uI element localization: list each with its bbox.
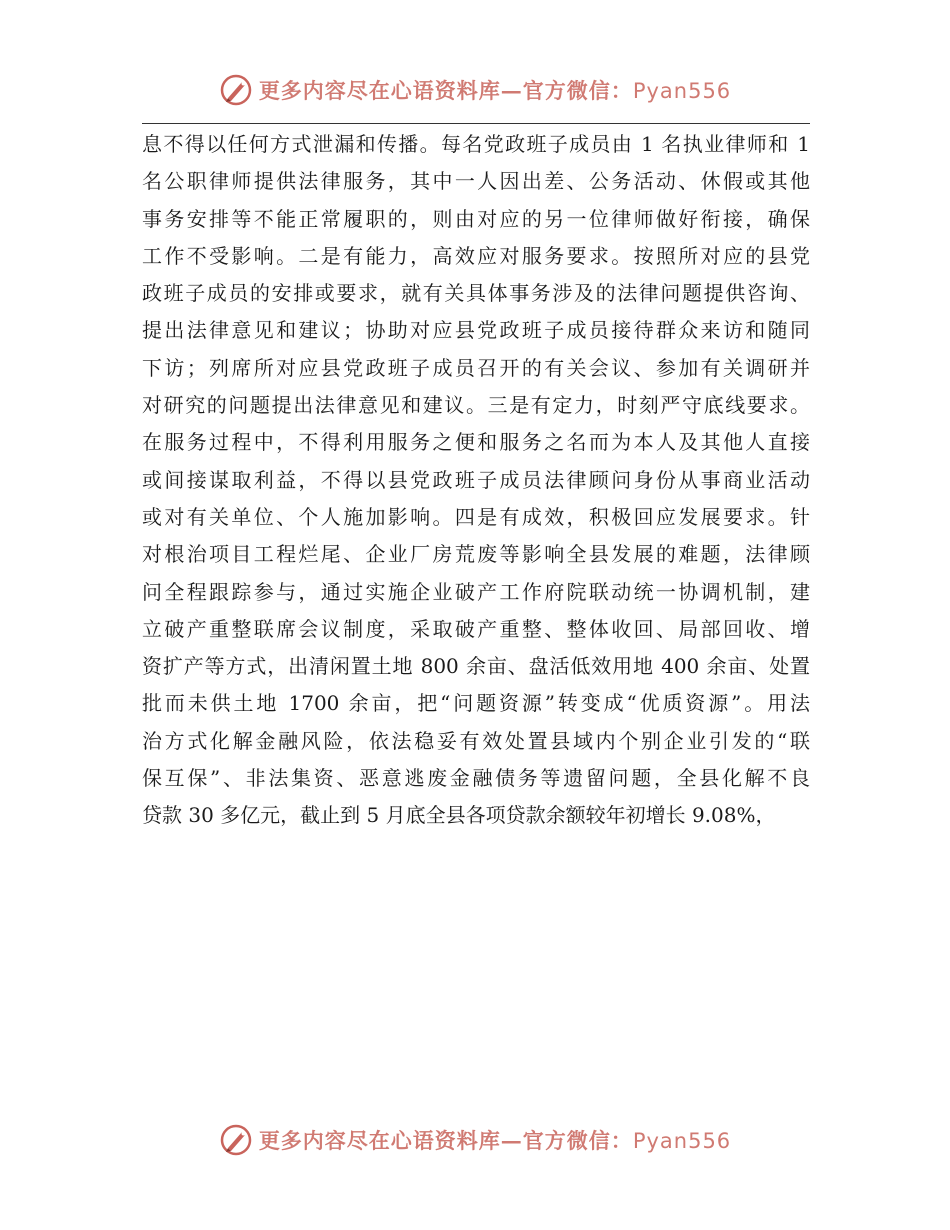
footer-banner-text: [259, 1125, 731, 1155]
document-body: [142, 126, 810, 835]
header-banner-text: [259, 75, 731, 105]
body-line: 事务安排等不能正常履职的，则由对应的另一位律师做好衔接，确保: [142, 206, 810, 231]
header-rule: [142, 123, 810, 124]
body-line: 提出法律意见和建议；协助对应县党政班子成员接待群众来访和随同: [142, 318, 810, 343]
body-line: 工作不受影响。二是有能力，高效应对服务要求。按照所对应的县党: [142, 243, 810, 268]
body-line: 批而未供土地 1700 余亩，把“问题资源”转变成“优质资源”。用法: [142, 691, 810, 716]
header-brand: 更多内容尽在心语资料库—官方微信：: [258, 78, 633, 103]
body-line: 对根治项目工程烂尾、企业厂房荒废等影响全县发展的难题，法律顾: [142, 542, 810, 567]
body-line: 名公职律师提供法律服务，其中一人因出差、公务活动、休假或其他: [142, 169, 810, 194]
body-line: 资扩产等方式，出清闲置土地 800 余亩、盘活低效用地 400 余亩、处置: [142, 654, 810, 679]
footer-contact: Pyan556: [632, 1129, 732, 1153]
body-line: 下访；列席所对应县党政班子成员召开的有关会议、参加有关调研并: [142, 355, 810, 380]
body-line: 立破产重整联席会议制度，采取破产重整、整体收回、局部回收、增: [142, 616, 810, 641]
header-banner: [0, 70, 950, 110]
body-line: 或对有关单位、个人施加影响。四是有成效，积极回应发展要求。针: [142, 504, 810, 529]
body-line: 治方式化解金融风险，依法稳妥有效处置县域内个别企业引发的“联: [142, 728, 810, 753]
pen-logo-icon: [219, 1123, 253, 1157]
body-line: 息不得以任何方式泄漏和传播。每名党政班子成员由 1 名执业律师和 1: [142, 132, 810, 156]
footer-brand: 更多内容尽在心语资料库—官方微信：: [258, 1128, 633, 1153]
body-line: 问全程跟踪参与，通过实施企业破产工作府院联动统一协调机制，建: [142, 579, 810, 604]
footer-banner: [0, 1120, 950, 1160]
body-line: 在服务过程中，不得利用服务之便和服务之名而为本人及其他人直接: [142, 430, 810, 455]
header-contact: Pyan556: [632, 79, 732, 103]
body-line: 或间接谋取利益，不得以县党政班子成员法律顾问身份从事商业活动: [142, 467, 810, 492]
pen-logo-icon: [219, 73, 253, 107]
body-line: 对研究的问题提出法律意见和建议。三是有定力，时刻严守底线要求。: [142, 393, 810, 418]
body-line: 保互保”、非法集资、恶意逃废金融债务等遗留问题，全县化解不良: [142, 766, 810, 791]
body-line: 政班子成员的安排或要求，就有关具体事务涉及的法律问题提供咨询、: [142, 281, 810, 306]
body-line: 贷款 30 多亿元，截止到 5 月底全县各项贷款余额较年初增长 9.08%，: [142, 803, 776, 828]
